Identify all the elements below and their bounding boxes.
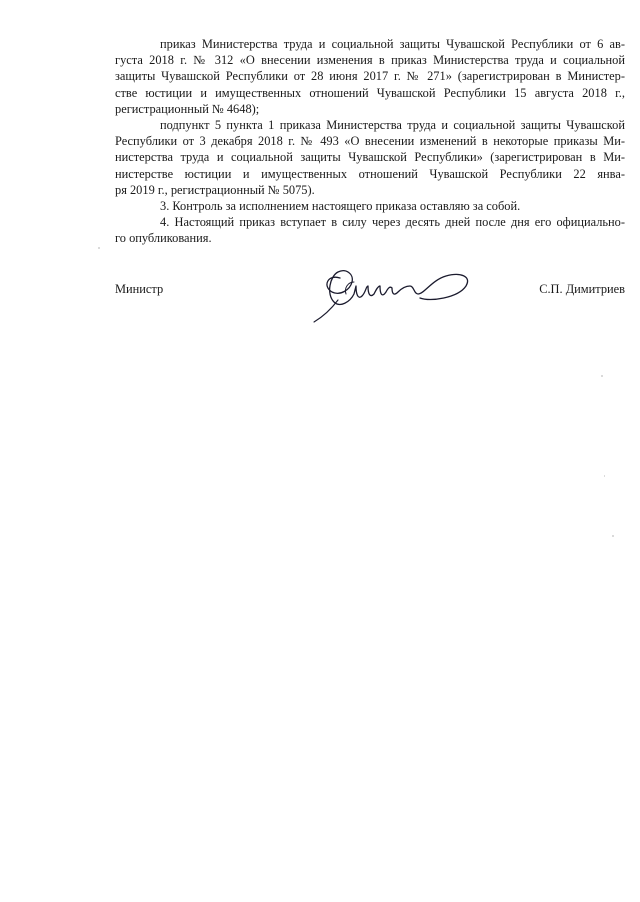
text-line: ря 2019 г., регистрационный № 5075). xyxy=(115,182,315,197)
document-body xyxy=(115,36,625,247)
text-line: го опубликования. xyxy=(115,231,212,246)
paragraph-order-312 xyxy=(115,36,625,117)
scan-speck xyxy=(98,247,100,249)
text-line: Республики от 3 декабря 2018 г. № 493 «О внесении изменений в некоторые приказы Ми- xyxy=(115,134,625,149)
handwritten-signature xyxy=(310,264,480,336)
paragraph-effective-date xyxy=(115,214,625,246)
signatory-title: Министр xyxy=(115,282,164,296)
text-line: 3. Контроль за исполнением настоящего приказа оставляю за собой. xyxy=(160,199,521,214)
text-line: подпункт 5 пункта 1 приказа Министерства труда и социальной защиты Чувашской xyxy=(160,118,625,133)
text-line: защиты Чувашской Республики от 28 июня 2017 г. № 271» (зарегистрирован в Министер- xyxy=(115,69,625,84)
text-line: нистерства труда и социальной защиты Чувашской Республики» (зарегистрирован в Ми- xyxy=(115,150,625,165)
scan-speck xyxy=(604,475,605,477)
text-line: нистерстве юстиции и имущественных отношений Чувашской Республики 22 янва- xyxy=(115,166,625,181)
paragraph-order-493 xyxy=(115,117,625,198)
paragraph-control xyxy=(115,198,625,214)
scan-speck xyxy=(601,375,603,377)
text-line: 4. Настоящий приказ вступает в силу через десять дней после дня его официально- xyxy=(160,215,625,230)
text-line: приказ Министерства труда и социальной защиты Чувашской Республики от 6 ав- xyxy=(160,37,625,51)
text-line: стве юстиции и имущественных отношений Чувашской Республики 15 августа 2018 г., xyxy=(115,85,625,100)
scan-speck xyxy=(612,535,614,537)
signatory-name: С.П. Димитриев xyxy=(539,282,625,296)
text-line: густа 2018 г. № 312 «О внесении изменения в приказ Министерства труда и социальной xyxy=(115,53,625,68)
text-line: регистрационный № 4648); xyxy=(115,101,260,116)
signature-block xyxy=(115,282,625,342)
